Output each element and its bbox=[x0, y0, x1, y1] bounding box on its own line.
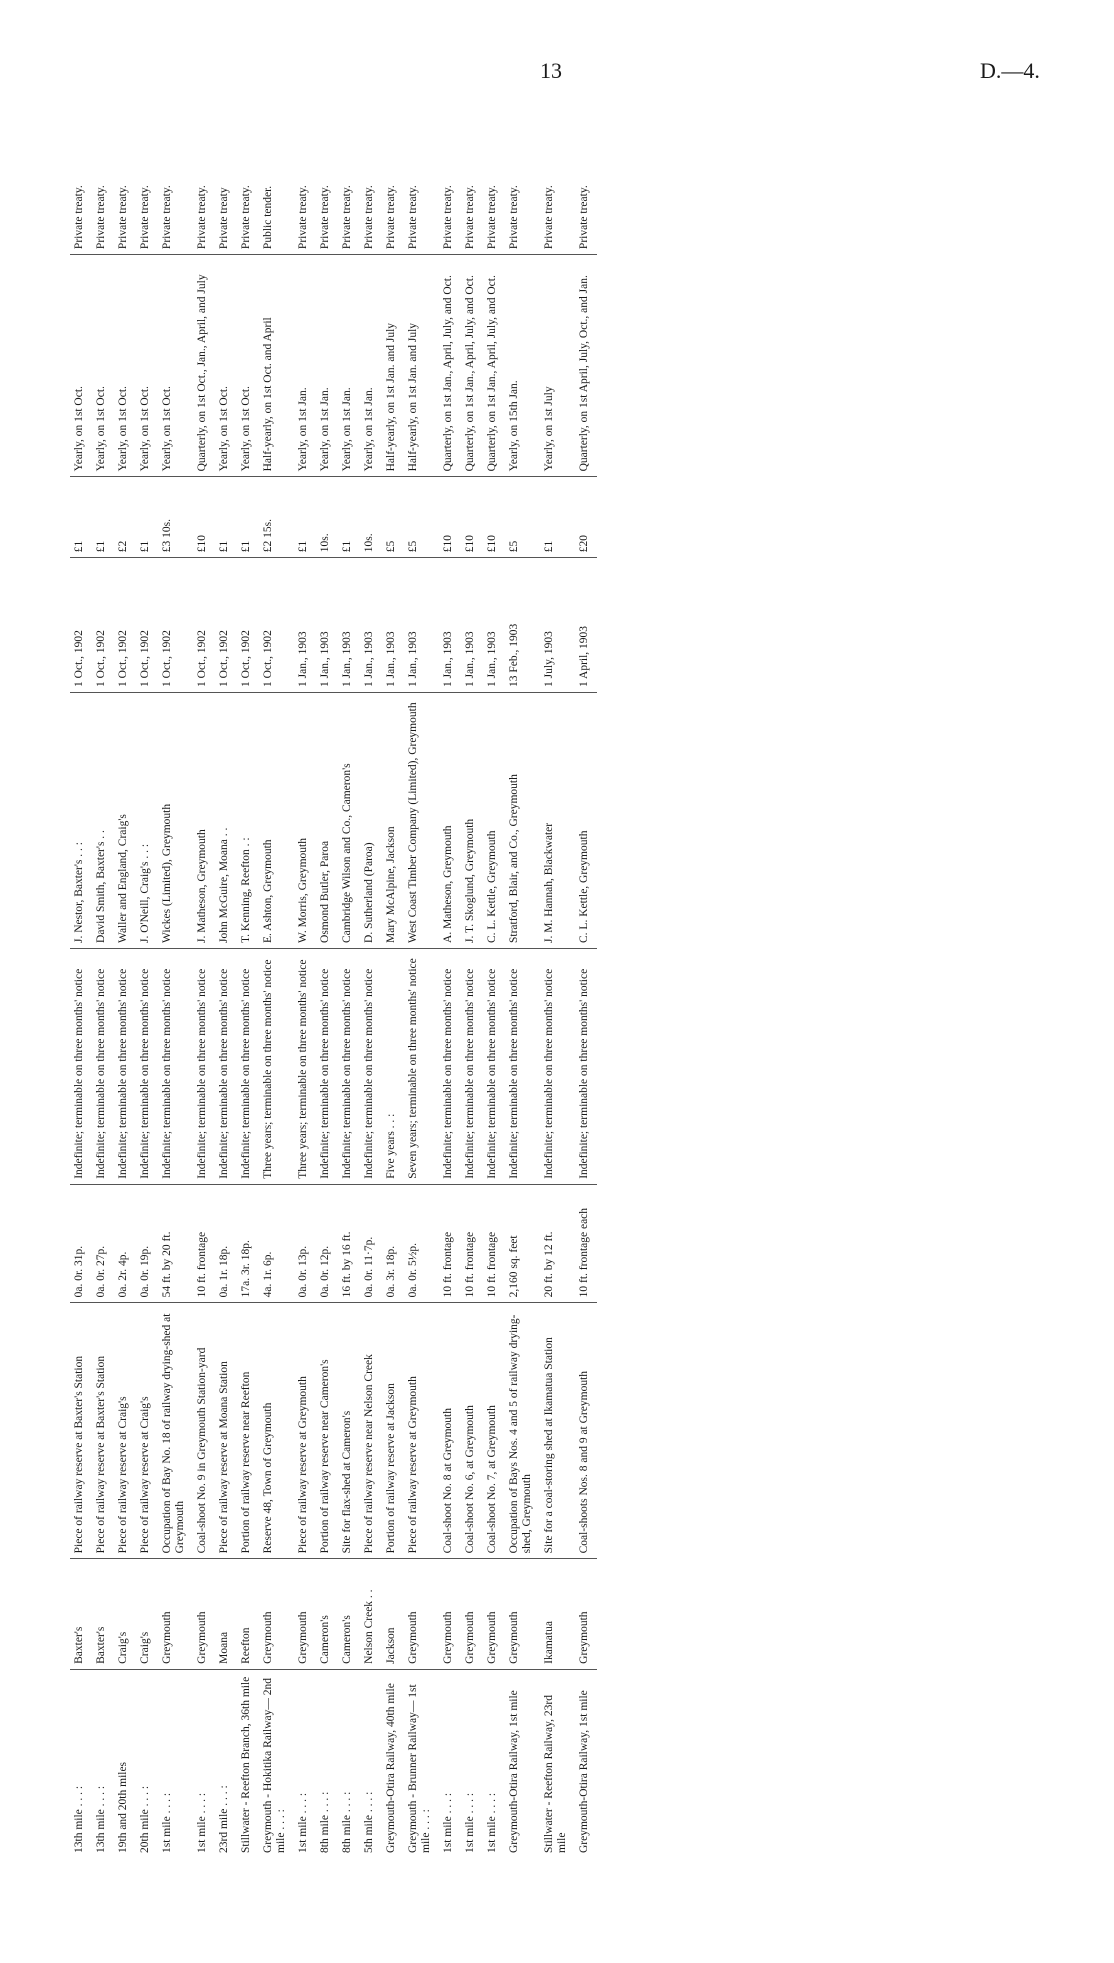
method-cell: Private treaty. bbox=[193, 113, 215, 255]
description-cell: Coal-shoot No. 9 in Greymouth Station-yard bbox=[193, 1303, 215, 1559]
payment-cell: Quarterly, on 1st Jan., April, July, and Oct. bbox=[483, 255, 505, 477]
payment-cell: Yearly, on 15th Jan. bbox=[505, 255, 540, 477]
payment-cell: Yearly, on 1st Oct. bbox=[70, 255, 92, 477]
lessee-cell: Osmond Butler, Paroa bbox=[316, 692, 338, 948]
station-cell: Greymouth bbox=[461, 1559, 483, 1669]
rotated-table-container bbox=[70, 113, 1040, 1858]
mileage-cell: 23rd mile . . . : bbox=[218, 1785, 230, 1853]
term-cell: Indefinite; terminable on three months' notice bbox=[215, 948, 237, 1184]
rent-cell: £5 bbox=[404, 477, 439, 558]
payment-cell: Yearly, on 1st Oct. bbox=[114, 255, 136, 477]
method-cell: Private treaty. bbox=[575, 113, 597, 255]
table-row bbox=[439, 113, 461, 1858]
table-row bbox=[114, 113, 136, 1858]
date-cell: 1 Oct., 1902 bbox=[114, 558, 136, 693]
method-cell: Private treaty. bbox=[360, 113, 382, 255]
date-cell: 13 Feb., 1903 bbox=[505, 558, 540, 693]
mileage-cell: 20th mile . . . : bbox=[139, 1785, 151, 1853]
lessee-cell: J. O'Neill, Craig's . . : bbox=[136, 692, 158, 948]
lease-table-body bbox=[70, 113, 597, 1858]
term-cell: Indefinite; terminable on three months' notice bbox=[114, 948, 136, 1184]
payment-cell: Yearly, on 1st July bbox=[540, 255, 575, 477]
lessee-cell: Mary McAlpine, Jackson bbox=[382, 692, 404, 948]
table-row bbox=[70, 113, 92, 1858]
area-cell: 10 ft. frontage bbox=[193, 1184, 215, 1303]
method-cell: Private treaty. bbox=[540, 113, 575, 255]
description-cell: Piece of railway reserve at Craig's bbox=[136, 1303, 158, 1559]
rent-cell: £20 bbox=[575, 477, 597, 558]
date-cell: 1 Oct., 1902 bbox=[215, 558, 237, 693]
term-cell: Indefinite; terminable on three months' notice bbox=[316, 948, 338, 1184]
station-cell: Cameron's bbox=[316, 1559, 338, 1669]
lessee-cell: D. Sutherland (Paroa) bbox=[360, 692, 382, 948]
method-cell: Private treaty. bbox=[158, 113, 193, 255]
mileage-cell: Greymouth - Brunner Railway— 1st mile . . . : bbox=[407, 1684, 432, 1853]
station-cell: Craig's bbox=[136, 1559, 158, 1669]
table-row bbox=[382, 113, 404, 1858]
description-cell: Portion of railway reserve near Cameron's bbox=[316, 1303, 338, 1559]
lessee-cell: T. Kenning, Reefton . : bbox=[237, 692, 259, 948]
payment-cell: Yearly, on 1st Oct. bbox=[92, 255, 114, 477]
mileage-cell: 8th mile . . . : bbox=[341, 1791, 353, 1853]
station-cell: Baxter's bbox=[70, 1559, 92, 1669]
station-cell: Greymouth bbox=[439, 1559, 461, 1669]
table-row bbox=[505, 113, 540, 1858]
rent-cell: £2 bbox=[114, 477, 136, 558]
description-cell: Piece of railway reserve near Nelson Creek bbox=[360, 1303, 382, 1559]
lessee-cell: Cambridge Wilson and Co., Cameron's bbox=[338, 692, 360, 948]
date-cell: 1 Oct., 1902 bbox=[158, 558, 193, 693]
description-cell: Coal-shoot No. 6, at Greymouth bbox=[461, 1303, 483, 1559]
lessee-cell: J. M. Hannah, Blackwater bbox=[540, 692, 575, 948]
lessee-cell: C. L. Kettle, Greymouth bbox=[575, 692, 597, 948]
rent-cell: £5 bbox=[382, 477, 404, 558]
term-cell: Indefinite; terminable on three months' notice bbox=[461, 948, 483, 1184]
area-cell: 0a. 0r. 19p. bbox=[136, 1184, 158, 1303]
mileage-cell: 8th mile . . . : bbox=[319, 1791, 331, 1853]
date-cell: 1 Jan., 1903 bbox=[483, 558, 505, 693]
area-cell: 16 ft. by 16 ft. bbox=[338, 1184, 360, 1303]
method-cell: Private treaty. bbox=[483, 113, 505, 255]
area-cell: 4a. 1r. 6p. bbox=[259, 1184, 294, 1303]
table-row bbox=[215, 113, 237, 1858]
description-cell: Piece of railway reserve at Craig's bbox=[114, 1303, 136, 1559]
mileage-cell: 1st mile . . . : bbox=[196, 1792, 208, 1853]
area-cell: 0a. 0r. 5½p. bbox=[404, 1184, 439, 1303]
station-cell: Reefton bbox=[237, 1559, 259, 1669]
lessee-cell: J. Matheson, Greymouth bbox=[193, 692, 215, 948]
mileage-cell: Greymouth - Hokitika Railway— 2nd mile . . . : bbox=[262, 1677, 287, 1853]
date-cell: 1 Oct., 1902 bbox=[193, 558, 215, 693]
mileage-cell: 5th mile . . . : bbox=[363, 1791, 375, 1853]
document-code: D.—4. bbox=[980, 58, 1040, 83]
lessee-cell: David Smith, Baxter's . . bbox=[92, 692, 114, 948]
date-cell: 1 Oct., 1902 bbox=[237, 558, 259, 693]
payment-cell: Quarterly, on 1st April, July, Oct., and Jan. bbox=[575, 255, 597, 477]
rent-cell: £1 bbox=[540, 477, 575, 558]
mileage-cell: Stillwater - Reefton Branch, 36th mile bbox=[240, 1676, 252, 1853]
area-cell: 0a. 1r. 18p. bbox=[215, 1184, 237, 1303]
date-cell: 1 Jan., 1903 bbox=[461, 558, 483, 693]
area-cell: 0a. 0r. 27p. bbox=[92, 1184, 114, 1303]
description-cell: Site for a coal-storing shed at Ikamatua Station bbox=[540, 1303, 575, 1559]
method-cell: Private treaty. bbox=[439, 113, 461, 255]
term-cell: Indefinite; terminable on three months' notice bbox=[70, 948, 92, 1184]
rent-cell: £10 bbox=[439, 477, 461, 558]
mileage-cell: 1st mile . . . : bbox=[486, 1792, 498, 1853]
description-cell: Coal-shoot No. 7, at Greymouth bbox=[483, 1303, 505, 1559]
description-cell: Portion of railway reserve near Reefton bbox=[237, 1303, 259, 1559]
method-cell: Private treaty. bbox=[92, 113, 114, 255]
description-cell: Site for flax-shed at Cameron's bbox=[338, 1303, 360, 1559]
area-cell: 0a. 0r. 31p. bbox=[70, 1184, 92, 1303]
table-row bbox=[136, 113, 158, 1858]
area-cell: 10 ft. frontage each bbox=[575, 1184, 597, 1303]
station-cell: Ikamatua bbox=[540, 1559, 575, 1669]
mileage-cell: Stillwater - Reefton Railway, 23rd mile bbox=[543, 1695, 568, 1853]
term-cell: Three years; terminable on three months' notice bbox=[259, 948, 294, 1184]
description-cell: Coal-shoot No. 8 at Greymouth bbox=[439, 1303, 461, 1559]
lessee-cell: J. Nestor, Baxter's . . : bbox=[70, 692, 92, 948]
lessee-cell: Wickes (Limited), Greymouth bbox=[158, 692, 193, 948]
term-cell: Seven years; terminable on three months' notice bbox=[404, 948, 439, 1184]
table-row bbox=[360, 113, 382, 1858]
description-cell: Coal-shoots Nos. 8 and 9 at Greymouth bbox=[575, 1303, 597, 1559]
date-cell: 1 Jan., 1903 bbox=[360, 558, 382, 693]
payment-cell: Half-yearly, on 1st Oct. and April bbox=[259, 255, 294, 477]
lessee-cell: C. L. Kettle, Greymouth bbox=[483, 692, 505, 948]
term-cell: Indefinite; terminable on three months' notice bbox=[92, 948, 114, 1184]
term-cell: Three years; terminable on three months' notice bbox=[294, 948, 316, 1184]
date-cell: 1 July, 1903 bbox=[540, 558, 575, 693]
area-cell: 17a. 3r. 18p. bbox=[237, 1184, 259, 1303]
area-cell: 0a. 0r. 11·7p. bbox=[360, 1184, 382, 1303]
rent-cell: £5 bbox=[505, 477, 540, 558]
term-cell: Indefinite; terminable on three months' notice bbox=[575, 948, 597, 1184]
station-cell: Greymouth bbox=[193, 1559, 215, 1669]
mileage-cell: Greymouth-Otira Railway, 1st mile bbox=[578, 1690, 590, 1853]
payment-cell: Yearly, on 1st Oct. bbox=[215, 255, 237, 477]
mileage-cell: 19th and 20th miles bbox=[117, 1761, 129, 1853]
table-row bbox=[338, 113, 360, 1858]
description-cell: Piece of railway reserve at Baxter's Station bbox=[70, 1303, 92, 1559]
table-row bbox=[461, 113, 483, 1858]
lessee-cell: John McGuire, Moana . . bbox=[215, 692, 237, 948]
lease-table bbox=[70, 113, 597, 1858]
mileage-cell: 13th mile . . . : bbox=[73, 1785, 85, 1853]
station-cell: Greymouth bbox=[259, 1559, 294, 1669]
date-cell: 1 Oct., 1902 bbox=[92, 558, 114, 693]
table-row bbox=[193, 113, 215, 1858]
lessee-cell: E. Ashton, Greymouth bbox=[259, 692, 294, 948]
rent-cell: £1 bbox=[237, 477, 259, 558]
payment-cell: Yearly, on 1st Jan. bbox=[338, 255, 360, 477]
table-row bbox=[158, 113, 193, 1858]
station-cell: Greymouth bbox=[404, 1559, 439, 1669]
description-cell: Piece of railway reserve at Greymouth bbox=[404, 1303, 439, 1559]
term-cell: Indefinite; terminable on three months' notice bbox=[439, 948, 461, 1184]
area-cell: 20 ft. by 12 ft. bbox=[540, 1184, 575, 1303]
table-row bbox=[316, 113, 338, 1858]
lessee-cell: Stratford, Blair, and Co., Greymouth bbox=[505, 692, 540, 948]
method-cell: Private treaty bbox=[215, 113, 237, 255]
term-cell: Five years . . : bbox=[382, 948, 404, 1184]
area-cell: 10 ft. frontage bbox=[461, 1184, 483, 1303]
station-cell: Nelson Creek . . bbox=[360, 1559, 382, 1669]
rent-cell: £1 bbox=[338, 477, 360, 558]
method-cell: Private treaty. bbox=[404, 113, 439, 255]
mileage-cell: 1st mile . . . : bbox=[442, 1792, 454, 1853]
payment-cell: Yearly, on 1st Jan. bbox=[316, 255, 338, 477]
term-cell: Indefinite; terminable on three months' notice bbox=[505, 948, 540, 1184]
rent-cell: 10s. bbox=[360, 477, 382, 558]
description-cell: Portion of railway reserve at Jackson bbox=[382, 1303, 404, 1559]
date-cell: 1 Oct., 1902 bbox=[136, 558, 158, 693]
station-cell: Greymouth bbox=[294, 1559, 316, 1669]
table-row bbox=[404, 113, 439, 1858]
payment-cell: Quarterly, on 1st Jan., April, July, and Oct. bbox=[461, 255, 483, 477]
rent-cell: £10 bbox=[483, 477, 505, 558]
payment-cell: Yearly, on 1st Jan. bbox=[294, 255, 316, 477]
rent-cell: £10 bbox=[193, 477, 215, 558]
method-cell: Private treaty. bbox=[114, 113, 136, 255]
payment-cell: Yearly, on 1st Oct. bbox=[158, 255, 193, 477]
term-cell: Indefinite; terminable on three months' notice bbox=[193, 948, 215, 1184]
term-cell: Indefinite; terminable on three months' notice bbox=[483, 948, 505, 1184]
date-cell: 1 Jan., 1903 bbox=[338, 558, 360, 693]
date-cell: 1 Jan., 1903 bbox=[316, 558, 338, 693]
method-cell: Private treaty. bbox=[237, 113, 259, 255]
mileage-cell: 13th mile . . . : bbox=[95, 1785, 107, 1853]
station-cell: Greymouth bbox=[158, 1559, 193, 1669]
area-cell: 10 ft. frontage bbox=[439, 1184, 461, 1303]
description-cell: Reserve 48, Town of Greymouth bbox=[259, 1303, 294, 1559]
station-cell: Moana bbox=[215, 1559, 237, 1669]
date-cell: 1 Jan., 1903 bbox=[294, 558, 316, 693]
term-cell: Indefinite; terminable on three months' notice bbox=[338, 948, 360, 1184]
method-cell: Private treaty. bbox=[461, 113, 483, 255]
rent-cell: £1 bbox=[215, 477, 237, 558]
description-cell: Piece of railway reserve at Moana Station bbox=[215, 1303, 237, 1559]
payment-cell: Half-yearly, on 1st Jan. and July bbox=[382, 255, 404, 477]
description-cell: Occupation of Bays Nos. 4 and 5 of railway drying-shed, Greymouth bbox=[505, 1303, 540, 1559]
area-cell: 0a. 2r. 4p. bbox=[114, 1184, 136, 1303]
payment-cell: Half-yearly, on 1st Jan. and July bbox=[404, 255, 439, 477]
mileage-cell: Greymouth-Otira Railway, 1st mile bbox=[508, 1690, 520, 1853]
payment-cell: Quarterly, on 1st Jan., April, July, and Oct. bbox=[439, 255, 461, 477]
description-cell: Piece of railway reserve at Baxter's Station bbox=[92, 1303, 114, 1559]
area-cell: 2,160 sq. feet bbox=[505, 1184, 540, 1303]
rent-cell: £1 bbox=[294, 477, 316, 558]
station-cell: Craig's bbox=[114, 1559, 136, 1669]
date-cell: 1 April, 1903 bbox=[575, 558, 597, 693]
date-cell: 1 Oct., 1902 bbox=[70, 558, 92, 693]
table-row bbox=[237, 113, 259, 1858]
rent-cell: £3 10s. bbox=[158, 477, 193, 558]
lessee-cell: W. Morris, Greymouth bbox=[294, 692, 316, 948]
method-cell: Private treaty. bbox=[382, 113, 404, 255]
table-row bbox=[540, 113, 575, 1858]
payment-cell: Quarterly, on 1st Oct., Jan., April, and July bbox=[193, 255, 215, 477]
station-cell: Greymouth bbox=[575, 1559, 597, 1669]
area-cell: 0a. 0r. 12p. bbox=[316, 1184, 338, 1303]
rent-cell: £1 bbox=[92, 477, 114, 558]
payment-cell: Yearly, on 1st Oct. bbox=[237, 255, 259, 477]
method-cell: Public tender. bbox=[259, 113, 294, 255]
description-cell: Occupation of Bay No. 18 of railway drying-shed at Greymouth bbox=[158, 1303, 193, 1559]
date-cell: 1 Jan., 1903 bbox=[404, 558, 439, 693]
date-cell: 1 Oct., 1902 bbox=[259, 558, 294, 693]
rent-cell: £10 bbox=[461, 477, 483, 558]
station-cell: Greymouth bbox=[505, 1559, 540, 1669]
payment-cell: Yearly, on 1st Jan. bbox=[360, 255, 382, 477]
method-cell: Private treaty. bbox=[505, 113, 540, 255]
area-cell: 0a. 3r. 18p. bbox=[382, 1184, 404, 1303]
rent-cell: £2 15s. bbox=[259, 477, 294, 558]
table-row bbox=[483, 113, 505, 1858]
method-cell: Private treaty. bbox=[136, 113, 158, 255]
area-cell: 0a. 0r. 13p. bbox=[294, 1184, 316, 1303]
lessee-cell: J. T. Skoglund, Greymouth bbox=[461, 692, 483, 948]
table-row bbox=[92, 113, 114, 1858]
date-cell: 1 Jan., 1903 bbox=[382, 558, 404, 693]
mileage-cell: Greymouth-Otira Railway, 40th mile bbox=[385, 1683, 397, 1853]
table-row bbox=[259, 113, 294, 1858]
page-number: 13 bbox=[540, 58, 562, 83]
term-cell: Indefinite; terminable on three months' notice bbox=[360, 948, 382, 1184]
term-cell: Indefinite; terminable on three months' notice bbox=[540, 948, 575, 1184]
table-row bbox=[294, 113, 316, 1858]
lessee-cell: Waller and England, Craig's bbox=[114, 692, 136, 948]
area-cell: 54 ft. by 20 ft. bbox=[158, 1184, 193, 1303]
method-cell: Private treaty. bbox=[70, 113, 92, 255]
mileage-cell: 1st mile . . . : bbox=[161, 1792, 173, 1853]
table-row bbox=[575, 113, 597, 1858]
rent-cell: 10s. bbox=[316, 477, 338, 558]
term-cell: Indefinite; terminable on three months' notice bbox=[237, 948, 259, 1184]
method-cell: Private treaty. bbox=[316, 113, 338, 255]
rent-cell: £1 bbox=[136, 477, 158, 558]
rent-cell: £1 bbox=[70, 477, 92, 558]
station-cell: Greymouth bbox=[483, 1559, 505, 1669]
term-cell: Indefinite; terminable on three months' notice bbox=[158, 948, 193, 1184]
mileage-cell: 1st mile . . . : bbox=[464, 1792, 476, 1853]
station-cell: Baxter's bbox=[92, 1559, 114, 1669]
station-cell: Cameron's bbox=[338, 1559, 360, 1669]
method-cell: Private treaty. bbox=[338, 113, 360, 255]
area-cell: 10 ft. frontage bbox=[483, 1184, 505, 1303]
date-cell: 1 Jan., 1903 bbox=[439, 558, 461, 693]
method-cell: Private treaty. bbox=[294, 113, 316, 255]
term-cell: Indefinite; terminable on three months' notice bbox=[136, 948, 158, 1184]
payment-cell: Yearly, on 1st Oct. bbox=[136, 255, 158, 477]
lessee-cell: A. Matheson, Greymouth bbox=[439, 692, 461, 948]
lessee-cell: West Coast Timber Company (Limited), Greymouth bbox=[404, 692, 439, 948]
mileage-cell: 1st mile . . . : bbox=[297, 1792, 309, 1853]
station-cell: Jackson bbox=[382, 1559, 404, 1669]
description-cell: Piece of railway reserve at Greymouth bbox=[294, 1303, 316, 1559]
